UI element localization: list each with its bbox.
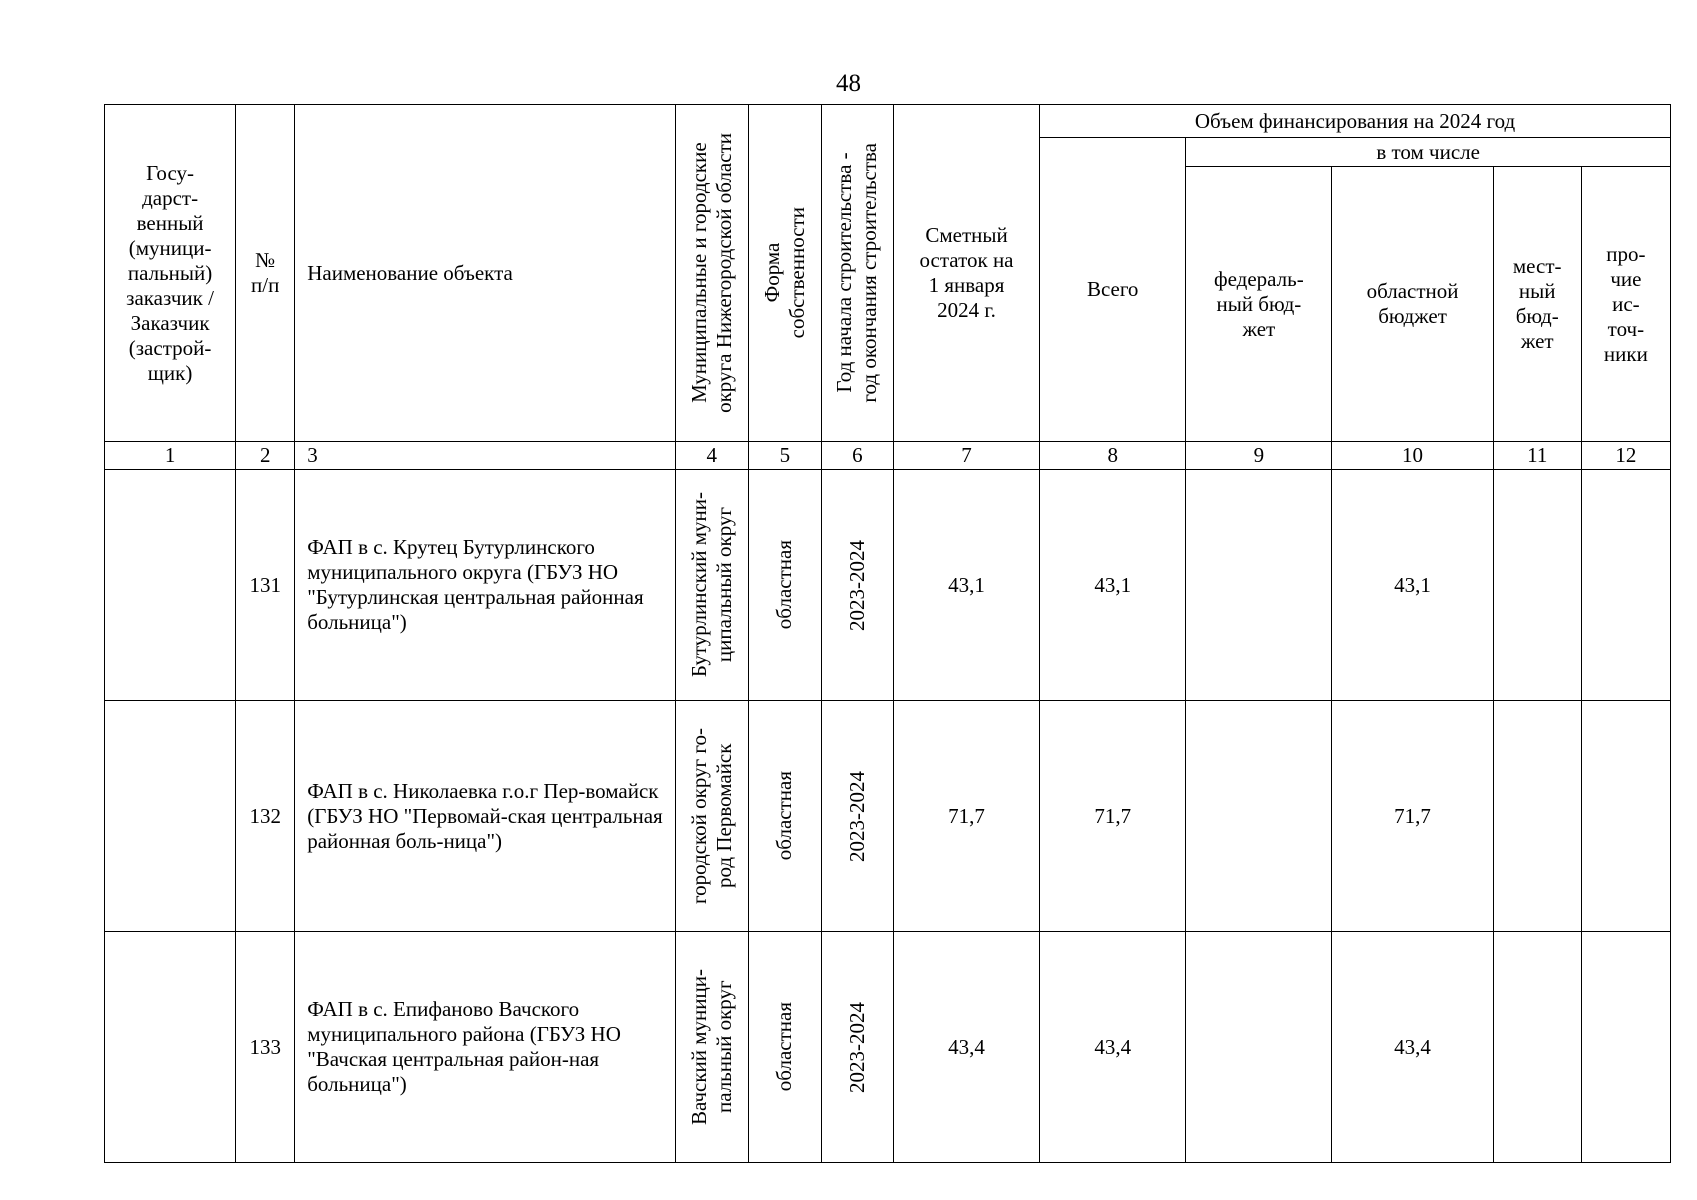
cell-estimate: 43,4 [893, 932, 1039, 1163]
header-other: про- чие ис- точ- ники [1581, 167, 1670, 442]
col-number: 7 [893, 442, 1039, 470]
financing-table [104, 104, 1671, 1163]
page-number: 48 [836, 70, 861, 97]
cell-other [1581, 470, 1670, 701]
cell-name: ФАП в с. Крутец Бутурлинского муниципального округа (ГБУЗ НО "Бутурлинская центральная районная больница") [295, 470, 675, 701]
cell-years: 2023-2024 [821, 932, 893, 1163]
header-municipality: Муниципальные и городские округа Нижегородской области [675, 105, 748, 442]
cell-estimate: 71,7 [893, 701, 1039, 932]
table-row [105, 470, 1671, 701]
col-number: 4 [675, 442, 748, 470]
cell-total: 71,7 [1040, 701, 1186, 932]
cell-federal [1186, 470, 1332, 701]
cell-municipality: городской округ го- род Первомайск [675, 701, 748, 932]
cell-regional: 43,1 [1332, 470, 1493, 701]
cell-federal [1186, 932, 1332, 1163]
cell-num: 133 [236, 932, 295, 1163]
cell-federal [1186, 701, 1332, 932]
header-name: Наименование объекта [295, 105, 675, 442]
cell-num: 131 [236, 470, 295, 701]
cell-total: 43,4 [1040, 932, 1186, 1163]
header-regional: областной бюджет [1332, 167, 1493, 442]
cell-ownership: областная [748, 701, 821, 932]
cell-name: ФАП в с. Николаевка г.о.г Пер-вомайск (ГБУЗ НО "Первомай-ская центральная районная боль-ница") [295, 701, 675, 932]
cell-customer [105, 932, 236, 1163]
cell-ownership: областная [748, 470, 821, 701]
cell-total: 43,1 [1040, 470, 1186, 701]
cell-years: 2023-2024 [821, 470, 893, 701]
col-number: 10 [1332, 442, 1493, 470]
header-num: № п/п [236, 105, 295, 442]
col-number: 5 [748, 442, 821, 470]
table-row [105, 701, 1671, 932]
col-number: 12 [1581, 442, 1670, 470]
col-number: 6 [821, 442, 893, 470]
cell-name: ФАП в с. Епифаново Вачского муниципального района (ГБУЗ НО "Вачская центральная район-ная больница") [295, 932, 675, 1163]
col-number: 8 [1040, 442, 1186, 470]
header-local: мест- ный бюд- жет [1493, 167, 1581, 442]
header-including: в том числе [1186, 138, 1671, 167]
header-estimate: Сметный остаток на 1 января 2024 г. [893, 105, 1039, 442]
col-number: 11 [1493, 442, 1581, 470]
cell-estimate: 43,1 [893, 470, 1039, 701]
header-row-1 [105, 105, 1671, 138]
cell-num: 132 [236, 701, 295, 932]
column-number-row [105, 442, 1671, 470]
col-number: 3 [295, 442, 675, 470]
header-financing: Объем финансирования на 2024 год [1040, 105, 1671, 138]
cell-customer [105, 701, 236, 932]
header-ownership: Форма собственности [748, 105, 821, 442]
table-row [105, 932, 1671, 1163]
header-federal: федераль- ный бюд- жет [1186, 167, 1332, 442]
col-number: 9 [1186, 442, 1332, 470]
cell-other [1581, 932, 1670, 1163]
cell-regional: 43,4 [1332, 932, 1493, 1163]
cell-customer [105, 470, 236, 701]
cell-other [1581, 701, 1670, 932]
cell-years: 2023-2024 [821, 701, 893, 932]
cell-local [1493, 932, 1581, 1163]
cell-municipality: Бутурлинский муни- ципальный округ [675, 470, 748, 701]
cell-ownership: областная [748, 932, 821, 1163]
cell-local [1493, 470, 1581, 701]
header-customer: Госу- дарст- венный (муници- пальный) заказчик / Заказчик (застрой- щик) [105, 105, 236, 442]
col-number: 1 [105, 442, 236, 470]
cell-municipality: Вачский муници- пальный округ [675, 932, 748, 1163]
header-years: Год начала строительства - год окончания строительства [821, 105, 893, 442]
cell-regional: 71,7 [1332, 701, 1493, 932]
col-number: 2 [236, 442, 295, 470]
cell-local [1493, 701, 1581, 932]
header-total: Всего [1040, 138, 1186, 442]
